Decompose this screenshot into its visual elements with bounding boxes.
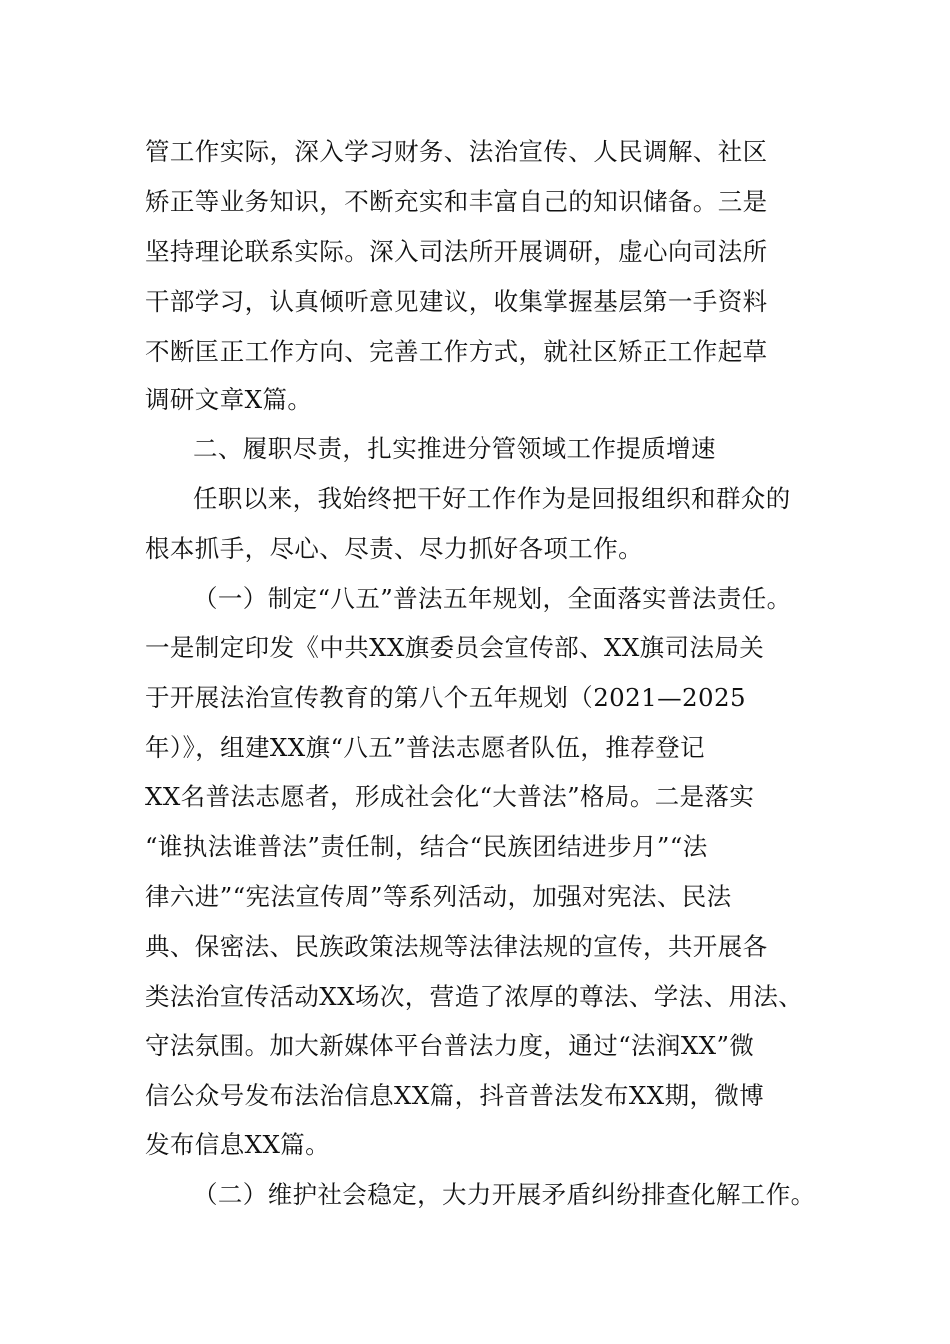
text-line-17: 典、保密法、民族政策法规等法律法规的宣传，共开展各 [145,932,768,961]
text-line-21: 发布信息XX篇。 [145,1130,331,1159]
text-line-13: 年）》，组建XX旗“八五”普法志愿者队伍，推荐登记 [145,733,705,762]
subsection-heading-1: （一）制定“八五”普法五年规划，全面落实普法责任。 [193,584,792,613]
text-line-20: 信公众号发布法治信息XX篇，抖音普法发布XX期，微博 [145,1081,765,1110]
text-line-1: 管工作实际，深入学习财务、法治宣传、人民调解、社区 [145,137,768,166]
text-line-18: 类法治宣传活动XX场次，营造了浓厚的尊法、学法、用法、 [145,982,804,1011]
text-line-3: 坚持理论联系实际。深入司法所开展调研，虚心向司法所 [145,237,768,266]
text-line-19: 守法氛围。加大新媒体平台普法力度，通过“法润XX”微 [145,1031,755,1060]
text-line-11: 一是制定印发《中共XX旗委员会宣传部、XX旗司法局关 [145,633,765,662]
section-heading-2: 二、履职尽责，扎实推进分管领域工作提质增速 [193,434,716,463]
text-line-5: 不断匡正工作方向、完善工作方式，就社区矫正工作起草 [145,337,768,366]
text-line-16: 律六进”“宪法宣传周”等系列活动，加强对宪法、民法 [145,882,732,911]
text-line-14: XX名普法志愿者，形成社会化“大普法”格局。二是落实 [145,782,755,811]
text-line-2: 矫正等业务知识，不断充实和丰富自己的知识储备。三是 [145,187,768,216]
text-line-8: 任职以来，我始终把干好工作作为是回报组织和群众的 [193,484,791,513]
text-line-6: 调研文章X篇。 [145,385,313,414]
text-line-9: 根本抓手，尽心、尽责、尽力抓好各项工作。 [145,534,643,563]
text-line-4: 干部学习，认真倾听意见建议，收集掌握基层第一手资料 [145,287,768,316]
text-line-12: 于开展法治宣传教育的第八个五年规划（2021—2025 [145,683,746,712]
text-line-15: “谁执法谁普法”责任制，结合“民族团结进步月”“法 [145,832,708,861]
subsection-heading-2: （二）维护社会稳定，大力开展矛盾纠纷排查化解工作。 [193,1180,816,1209]
